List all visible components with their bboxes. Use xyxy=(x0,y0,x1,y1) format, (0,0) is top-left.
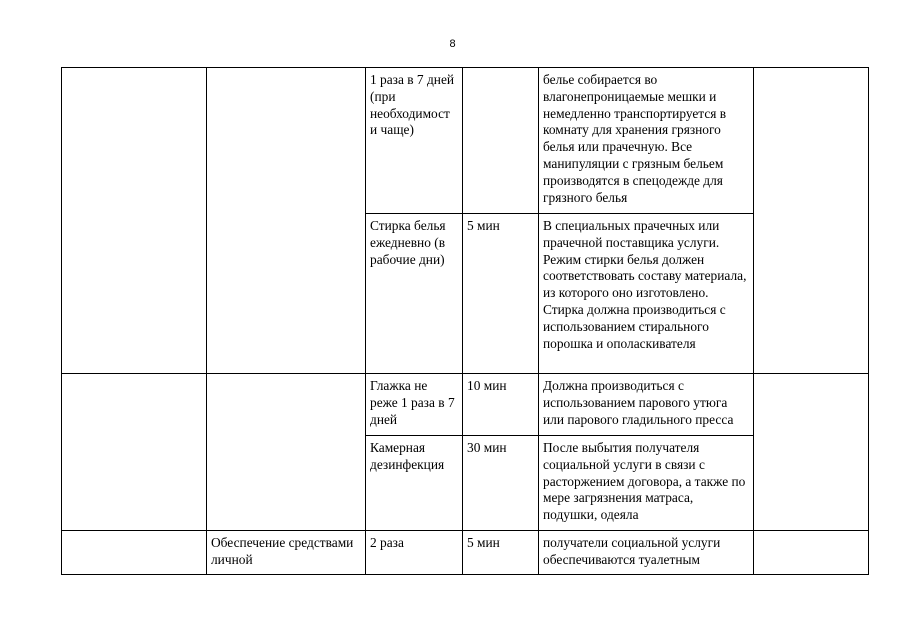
table-cell-duration: 10 мин xyxy=(463,374,539,436)
table-cell-description: получатели социальной услуги обеспечиваются туалетным xyxy=(539,531,754,575)
table-row xyxy=(62,531,869,575)
table-cell-frequency: Стирка белья ежедневно (в рабочие дни) xyxy=(366,214,463,374)
table-cell-description: белье собирается во влагонепроницаемые мешки и немедленно транспортируется в комнату для хранения грязного белья или прачечную. Все манипуляции с грязным бельем производятся в спецодежде для грязного белья xyxy=(539,68,754,214)
table-cell xyxy=(754,374,869,531)
table-row xyxy=(62,68,869,214)
table-cell-service-name: Обеспечение средствами личной xyxy=(207,531,366,575)
table-cell xyxy=(62,374,207,531)
table-cell xyxy=(207,374,366,531)
table-cell xyxy=(207,68,366,374)
table-cell-frequency: 1 раза в 7 дней (при необходимост и чаще) xyxy=(366,68,463,214)
table-cell-frequency: Глажка не реже 1 раза в 7 дней xyxy=(366,374,463,436)
table-cell xyxy=(62,531,207,575)
table-cell xyxy=(754,68,869,374)
table-cell-frequency: Камерная дезинфекция xyxy=(366,436,463,531)
page-number: 8 xyxy=(449,38,456,50)
table-cell-duration: 5 мин xyxy=(463,531,539,575)
services-table xyxy=(61,67,869,575)
table-row xyxy=(62,374,869,436)
table-cell-description: Должна производиться с использованием парового утюга или парового гладильного пресса xyxy=(539,374,754,436)
table-cell-description: После выбытия получателя социальной услуги в связи с расторжением договора, а также по мере загрязнения матраса, подушки, одеяла xyxy=(539,436,754,531)
table-cell-duration: 30 мин xyxy=(463,436,539,531)
table-cell xyxy=(754,531,869,575)
table-cell-description: В специальных прачечных или прачечной поставщика услуги. Режим стирки белья должен соответствовать составу материала, из которого оно изготовлено. Стирка должна производиться с использованием стирального порошка и ополаскивателя xyxy=(539,214,754,374)
table-cell xyxy=(62,68,207,374)
table-cell-duration xyxy=(463,68,539,214)
table-cell-frequency: 2 раза xyxy=(366,531,463,575)
table-cell-duration: 5 мин xyxy=(463,214,539,374)
